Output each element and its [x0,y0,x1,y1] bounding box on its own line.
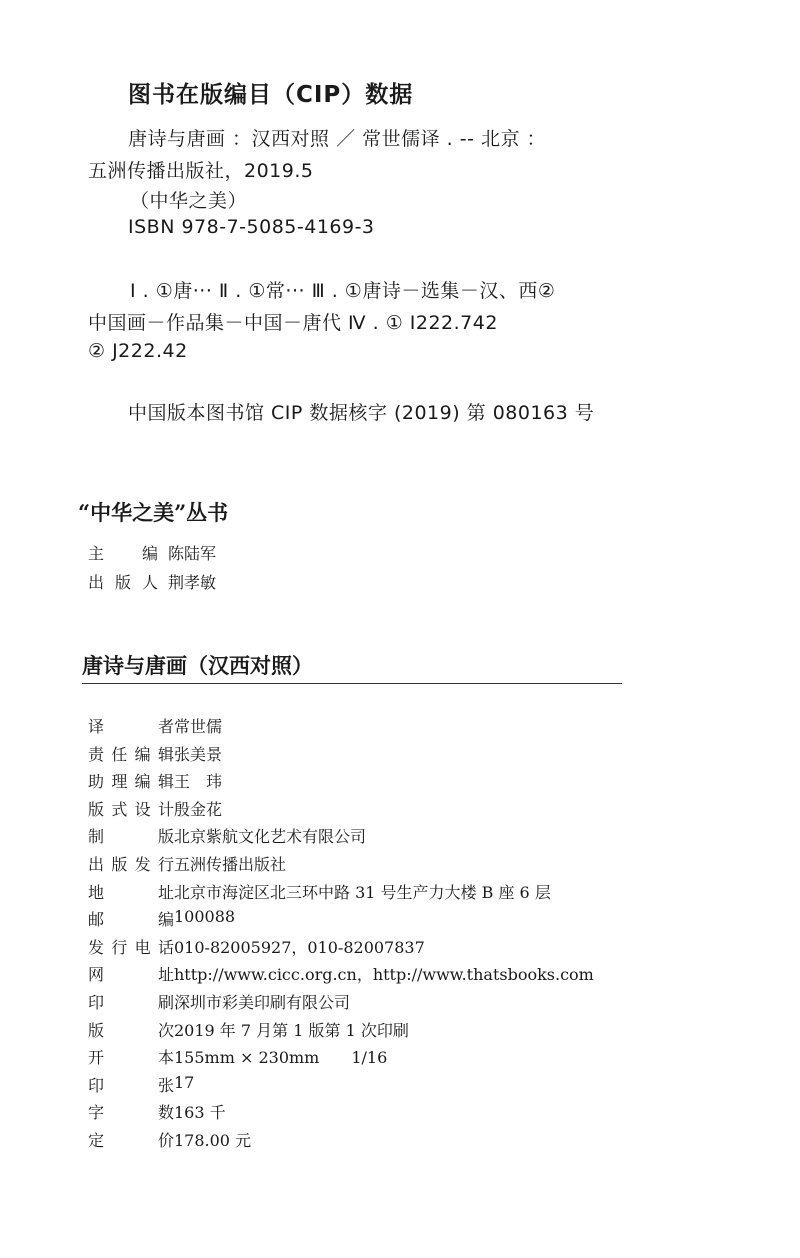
detail-value: 五洲传播出版社 [174,855,287,874]
detail-label: 地 址 [88,882,174,902]
detail-row [88,935,425,958]
cip-line-1: 唐诗与唐画 ：汉西对照 ／ 常世儒译 . -- 北京 ： [128,128,547,150]
credit-row [88,541,216,564]
cip-isbn: ISBN 978-7-5085-4169-3 [128,216,375,238]
detail-row [88,797,222,820]
detail-label: 定 价 [88,1131,174,1150]
detail-value: 北京市海淀区北三环中路 31 号生产力大楼 B 座 6 层 [174,882,551,902]
detail-label: 邮 编 [88,910,174,930]
detail-value: 100088 [174,907,236,927]
credit-row [88,570,216,593]
detail-row [88,907,235,930]
detail-label: 助 理 编 辑 [88,772,174,792]
detail-value: 17 [174,1072,195,1092]
detail-row [88,1045,387,1068]
credit-value: 陈陆军 [168,544,217,563]
cip-title: 图书在版编目（CIP）数据 [128,82,414,108]
cip-classification-1: Ⅰ . ①唐··· Ⅱ . ①常··· Ⅲ . ①唐诗－选集－汉、西② [130,280,556,302]
detail-value: 163 千 [174,1103,226,1123]
detail-value: 深圳市彩美印刷有限公司 [174,993,351,1012]
detail-row [88,880,551,903]
detail-value: 155mm × 230mm 1/16 [174,1048,388,1068]
credit-value: 荆孝敏 [168,573,217,592]
title-divider [82,683,622,684]
credit-label: 主 编 [88,544,158,563]
detail-label: 版 式 设 计 [88,799,174,819]
detail-value: 常世儒 [174,717,223,736]
detail-row [88,1100,226,1123]
detail-row [88,769,222,792]
detail-row [88,962,594,985]
detail-value: 北京紫航文化艺术有限公司 [174,827,367,847]
detail-value[interactable]: http://www.cicc.org.cn，http://www.thatsbooks.com [174,965,594,985]
detail-row [88,714,222,737]
detail-row [88,824,366,847]
detail-row [88,1128,251,1151]
detail-label: 出 版 发 行 [88,855,174,874]
cip-line-2: 五洲传播出版社，2019.5 [88,160,314,182]
detail-row [88,990,350,1013]
book-title: 唐诗与唐画（汉西对照） [82,653,313,678]
detail-row [88,1073,194,1096]
detail-value: 王 玮 [174,772,223,792]
detail-label: 版 次 [88,1020,174,1040]
cip-record-number: 中国版本图书馆 CIP 数据核字 (2019) 第 080163 号 [128,402,595,424]
detail-row [88,1018,409,1041]
detail-label: 字 数 [88,1103,174,1123]
cip-classification-3: ② J222.42 [88,340,188,362]
detail-value: 178.00 元 [174,1131,252,1150]
detail-label: 译 者 [88,717,174,736]
detail-label: 发 行 电 话 [88,937,174,957]
detail-row [88,742,222,765]
detail-label: 开 本 [88,1048,174,1068]
detail-label: 印 刷 [88,993,174,1012]
detail-label: 制 版 [88,827,174,847]
detail-value: 殷金花 [174,799,223,819]
cip-series-line: （中华之美） [130,190,248,212]
credit-label: 出 版 人 [88,573,158,592]
detail-row [88,852,286,875]
detail-label: 网 址 [88,965,174,985]
cip-classification-2: 中国画－作品集－中国－唐代 Ⅳ . ① I222.742 [88,312,498,334]
detail-value: 010-82005927，010-82007837 [174,937,425,957]
detail-label: 印 张 [88,1075,174,1095]
series-title: “中华之美”丛书 [78,500,229,525]
detail-value: 2019 年 7 月第 1 版第 1 次印刷 [174,1020,409,1040]
detail-label: 责 任 编 辑 [88,744,174,764]
detail-value: 张美景 [174,744,223,764]
